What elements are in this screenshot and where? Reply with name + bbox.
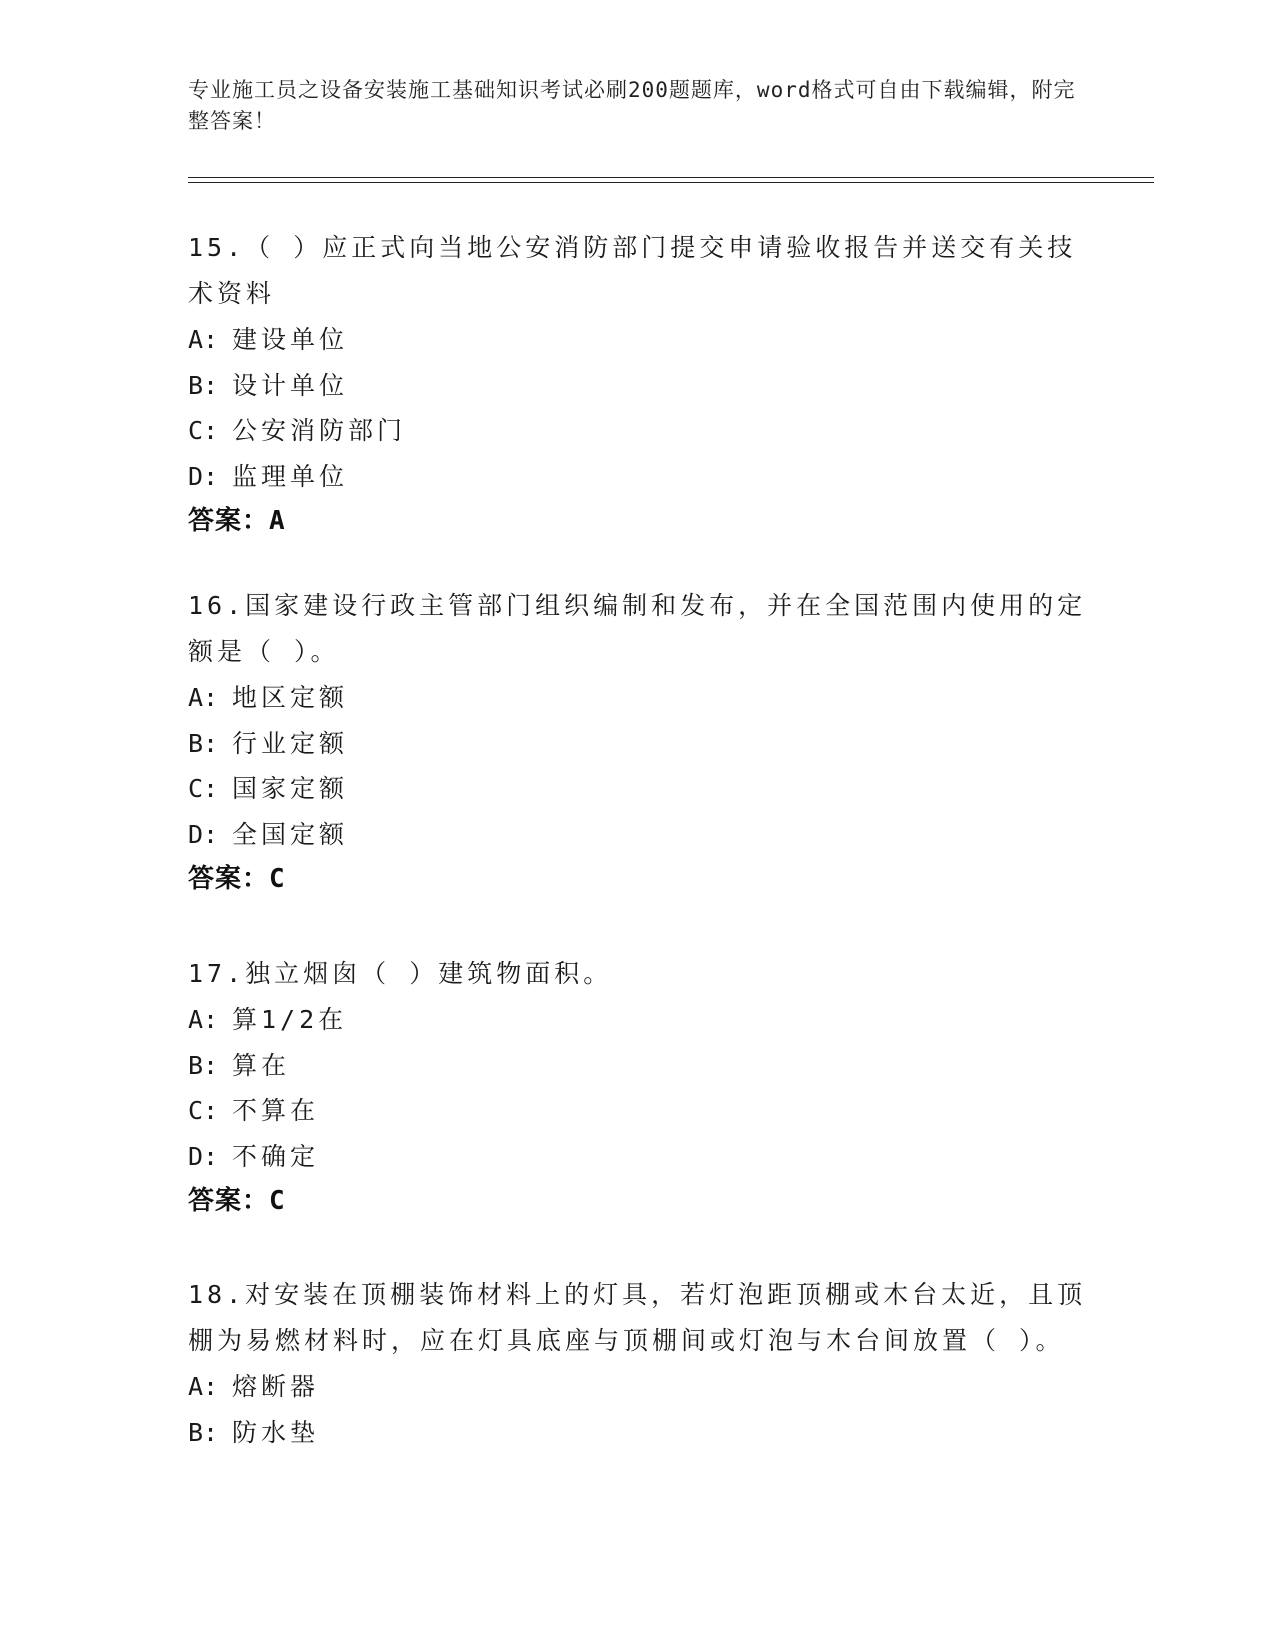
option-a <box>188 1364 1088 1410</box>
option-letter: C: <box>188 416 219 445</box>
option-text: 熔断器 <box>232 1372 320 1401</box>
option-letter: A: <box>188 683 219 712</box>
option-text: 监理单位 <box>232 461 349 491</box>
option-c <box>188 1088 1088 1134</box>
option-text: 国家定额 <box>232 774 349 803</box>
option-letter: D: <box>188 1141 219 1171</box>
answer-line: 答案：C <box>188 864 286 894</box>
option-letter: D: <box>188 461 219 491</box>
option-text: 不确定 <box>232 1141 320 1171</box>
option-letter: A: <box>188 1372 219 1401</box>
option-text: 设计单位 <box>232 370 349 400</box>
option-text: 行业定额 <box>232 728 349 758</box>
header-divider-top <box>188 177 1154 178</box>
question-stem: 15.（ ）应正式向当地公安消防部门提交申请验收报告并送交有关技术资料 <box>188 233 1077 308</box>
header-divider-bottom <box>188 182 1154 183</box>
option-c <box>188 766 1088 812</box>
option-letter: C: <box>188 1096 219 1125</box>
option-a <box>188 675 1088 721</box>
option-letter: B: <box>188 370 219 400</box>
answer-line: 答案：A <box>188 506 286 536</box>
option-letter: C: <box>188 774 219 803</box>
document-header: 专业施工员之设备安装施工基础知识考试必刷200题题库，word格式可自由下载编辑，附完整答案！ <box>188 78 1076 133</box>
question-17 <box>188 951 1088 1224</box>
question-stem: 16.国家建设行政主管部门组织编制和发布，并在全国范围内使用的定额是（ ）。 <box>188 591 1087 666</box>
option-letter: D: <box>188 819 219 849</box>
option-letter: A: <box>188 325 219 354</box>
option-text: 算1/2在 <box>232 1005 348 1034</box>
option-d <box>188 1134 1088 1180</box>
option-b <box>188 721 1088 767</box>
option-letter: A: <box>188 1005 219 1034</box>
option-text: 不算在 <box>232 1096 320 1125</box>
option-text: 算在 <box>232 1050 291 1080</box>
option-a <box>188 997 1088 1043</box>
option-c <box>188 408 1088 454</box>
option-text: 建设单位 <box>232 325 349 354</box>
option-b <box>188 363 1088 409</box>
option-text: 防水垫 <box>232 1417 320 1447</box>
option-letter: B: <box>188 728 219 758</box>
option-letter: B: <box>188 1050 219 1080</box>
answer-line: 答案：C <box>188 1186 286 1216</box>
question-18 <box>188 1272 1088 1455</box>
question-16 <box>188 583 1088 902</box>
option-letter: B: <box>188 1417 219 1447</box>
option-d <box>188 812 1088 858</box>
option-text: 地区定额 <box>232 683 349 712</box>
option-d <box>188 454 1088 500</box>
question-stem: 18.对安装在顶棚装饰材料上的灯具，若灯泡距顶棚或木台太近，且顶棚为易燃材料时，应在灯具底座与顶棚间或灯泡与木台间放置（ ）。 <box>188 1280 1087 1355</box>
option-text: 全国定额 <box>232 819 349 849</box>
option-b <box>188 1410 1088 1456</box>
question-15 <box>188 225 1088 544</box>
question-stem: 17.独立烟囱（ ）建筑物面积。 <box>188 959 613 988</box>
option-text: 公安消防部门 <box>232 416 407 445</box>
option-b <box>188 1043 1088 1089</box>
option-a <box>188 317 1088 363</box>
